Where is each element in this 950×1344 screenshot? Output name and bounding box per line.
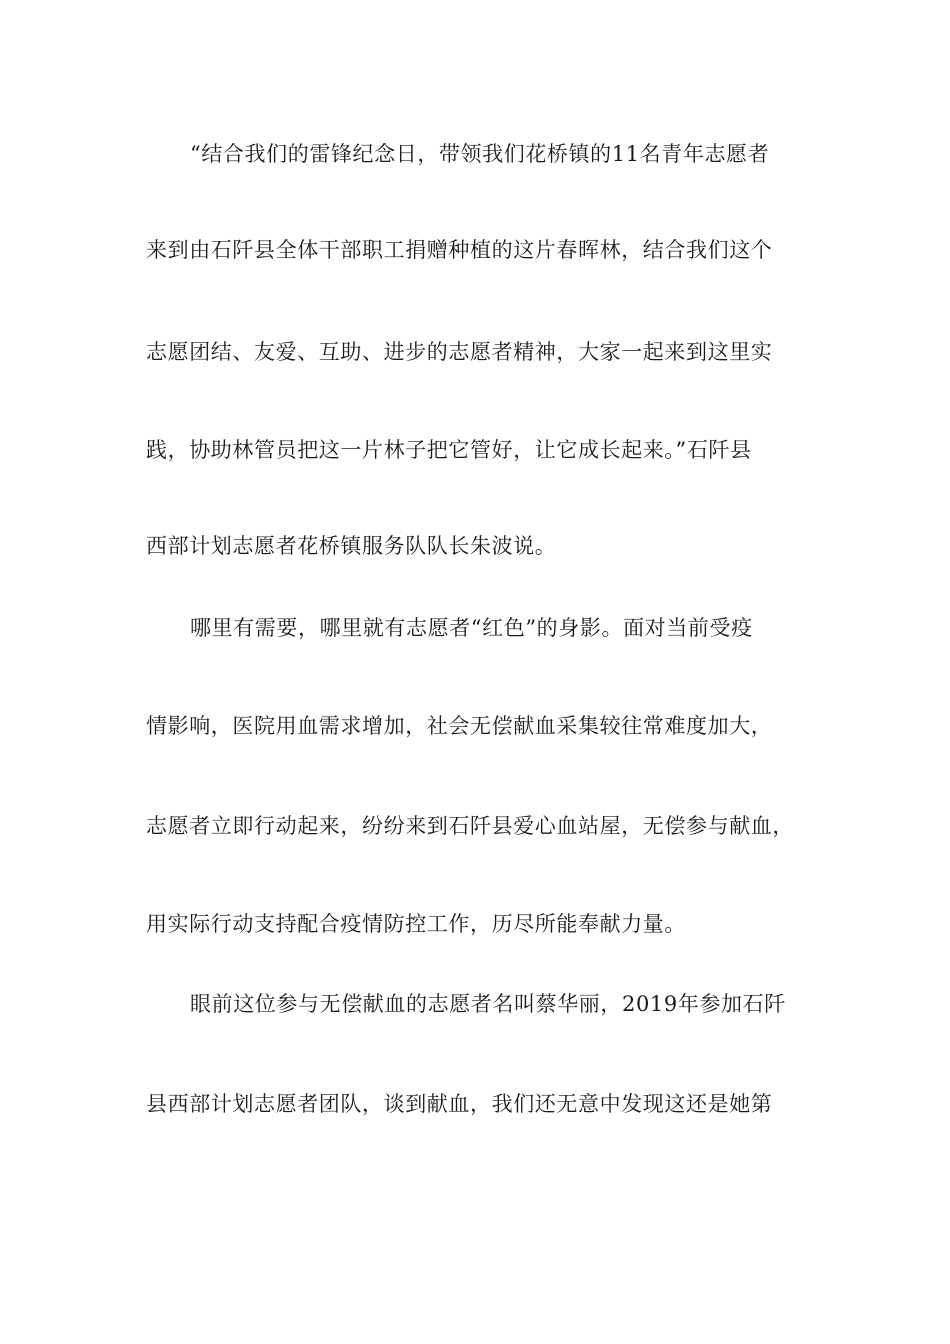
paragraph-line: “结合我们的雷锋纪念日，带领我们花桥镇的11名青年志愿者	[190, 142, 770, 166]
paragraph-line: 西部计划志愿者花桥镇服务队队长朱波说。	[146, 534, 557, 558]
paragraph-line: 情影响，医院用血需求增加，社会无偿献血采集较往常难度加大，	[146, 714, 773, 738]
paragraph-line: 哪里有需要，哪里就有志愿者“红色”的身影。面对当前受疫	[190, 616, 753, 640]
paragraph-line: 县西部计划志愿者团队，谈到献血，我们还无意中发现这还是她第	[146, 1092, 773, 1116]
paragraph-line: 志愿者立即行动起来，纷纷来到石阡县爱心血站屋，无偿参与献血，	[146, 814, 794, 838]
paragraph-line: 眼前这位参与无偿献血的志愿者名叫蔡华丽，2019年参加石阡	[190, 992, 786, 1016]
paragraph-line: 践，协助林管员把这一片林子把它管好，让它成长起来。”石阡县	[146, 438, 752, 462]
paragraph-line: 用实际行动支持配合疫情防控工作，历尽所能奉献力量。	[146, 912, 686, 936]
paragraph-line: 志愿团结、友爱、互助、进步的志愿者精神，大家一起来到这里实	[146, 340, 773, 364]
paragraph-line: 来到由石阡县全体干部职工捐赠种植的这片春晖林，结合我们这个	[146, 238, 773, 262]
